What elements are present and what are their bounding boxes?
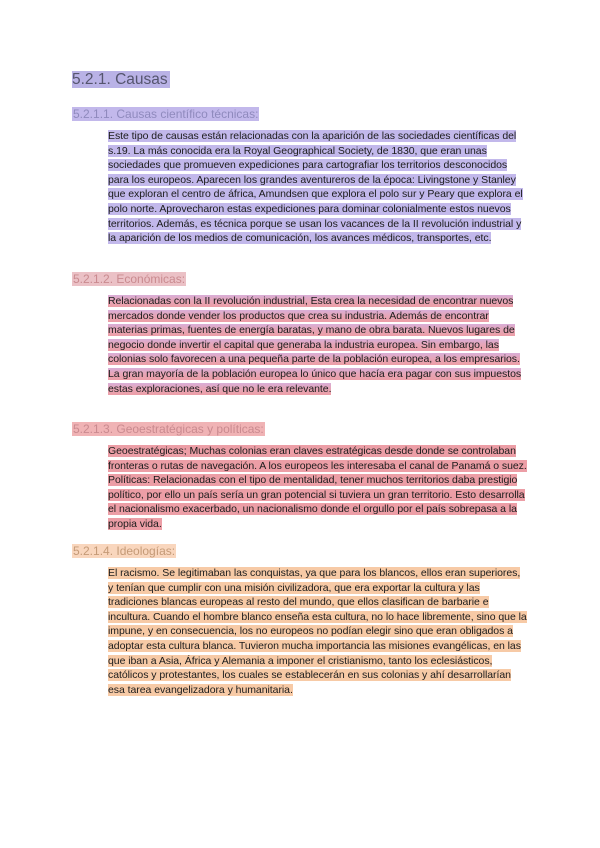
section-heading-text: 5.2.1.4. Ideologías: [73, 544, 176, 558]
section-heading-text: 5.2.1.3. Geoestratégicas y políticas: [73, 422, 264, 436]
section-paragraph-text: Relacionadas con la II revolución industrial, Esta crea la necesidad de encontrar nuevos mercados donde vender los productos que crea su industria. Además de encontrar materias primas, fuentes de energía baratas, y mano de obra barata. Nuevos lugares de negocio donde invertir el capital que generaba la industria europea. Sin embargo, las colonias solo favorecen a una pequeña parte de la población europea, a los empresarios. La gran mayoría de la población europea lo único que hacía era pagar con sus impuestos estas exploraciones, así que no le era relevante. [108, 295, 522, 395]
section-heading [72, 421, 532, 437]
section-causas-cientifico-tecnicas [72, 106, 532, 246]
section-heading [72, 271, 532, 287]
section-paragraph-text: El racismo. Se legitimaban las conquistas, ya que para los blancos, ellos eran superiores, y tenían que cumplir con una misión civilizadora, que era exportar la cultura y las tradiciones blancas europeas al resto del mundo, que ellos clasifican de barbarie e incultura. Cuando el hombre blanco enseña esta cultura, no lo hace libremente, sino que la impune, y en consecuencia, los no europeos no podían elegir sino que eran obligados a adoptar esta cultura blanca. Tuvieron mucha importancia las misiones evangélicas, en las que iban a Asia, África y Alemania a imponer el cristianismo, tanto los eclesiásticos, católicos y protestantes, los cuales se establecerán en sus colonias y ahí desarrollarían esa tarea evangelizadora y humanitaria. [108, 567, 527, 696]
section-paragraph [108, 129, 528, 246]
section-paragraph-text: Geoestratégicas; Muchas colonias eran claves estratégicas desde donde se controlaban fronteras o rutas de navegación. A los europeos les interesaba el canal de Panamá o suez. Políticas: Relacionadas con el tipo de mentalidad, tener muchos territorios daba prestigio político, por ello un país sería un gran potencial si tuviera un gran territorio. Esto desarrolla el nacionalismo exacerbado, un nacionalismo donde el orgullo por el país sobrepasa a la propia vida. [108, 445, 527, 530]
page-title [72, 70, 170, 90]
section-paragraph [108, 444, 528, 532]
section-paragraph [108, 294, 528, 396]
section-economicas [72, 271, 532, 396]
section-paragraph-text: Este tipo de causas están relacionadas con la aparición de las sociedades científicas del s.19. La más conocida era la Royal Geographical Society, de 1830, que eran unas sociedades que promueven expediciones para cartografiar los territorios desconocidos para los europeos. Aparecen los grandes aventureros de la época: Livingstone y Stanley que exploran el centro de áfrica, Amundsen que explora el polo sur y Peary que explora el polo norte. Aprovecharon estas expediciones para dominar colonialmente estos nuevos territorios. Además, es técnica porque se usan los vacances de la II revolución industrial y la aparición de los medios de comunicación, los avances médicos, transportes, etc. [108, 130, 523, 245]
section-heading [72, 106, 532, 122]
section-ideologias [72, 543, 532, 697]
section-geoestrategicas-politicas [72, 421, 532, 532]
page-title-text: 5.2.1. Causas [72, 71, 168, 88]
section-heading [72, 543, 532, 559]
section-paragraph [108, 566, 528, 697]
section-heading-text: 5.2.1.2. Económicas: [73, 272, 186, 286]
section-heading-text: 5.2.1.1. Causas científico técnicas: [73, 107, 259, 121]
